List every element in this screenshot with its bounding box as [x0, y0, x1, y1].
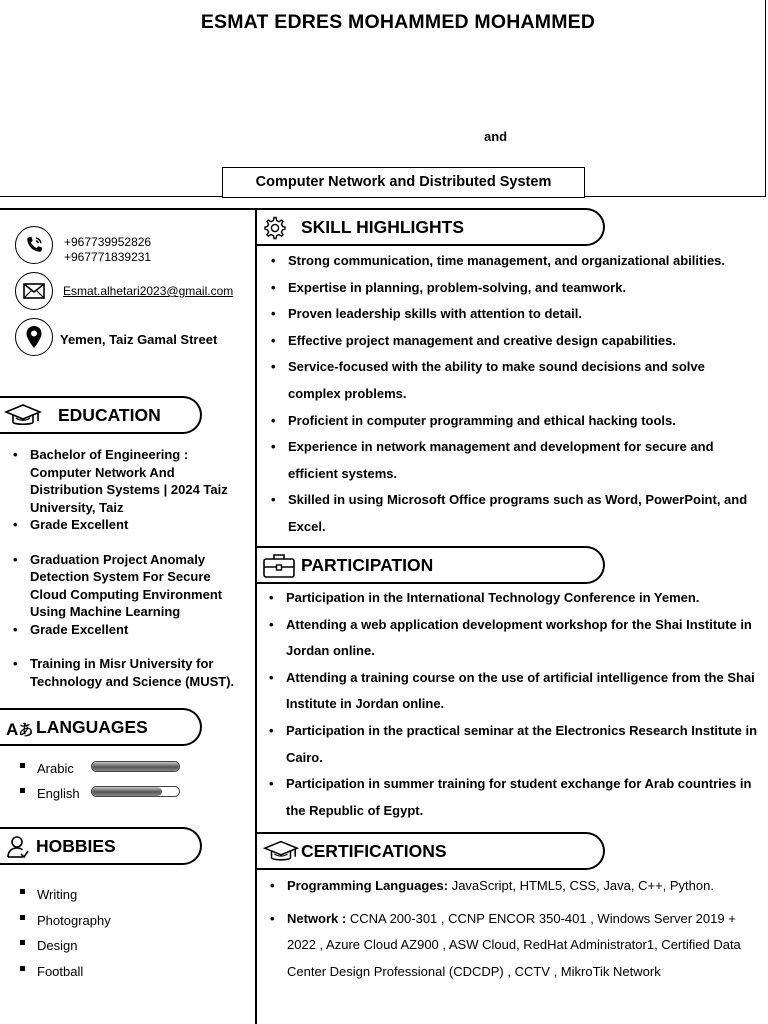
languages-header — [0, 708, 202, 746]
cert-label: Network : — [287, 910, 347, 926]
hobbies-title: HOBBIES — [36, 836, 116, 856]
list-item: • Bachelor of Engineering : Computer Network And Distribution Systems | 2024 Taiz University, Taiz — [30, 446, 245, 516]
languages-title: LANGUAGES — [36, 717, 148, 737]
list-item: • Participation in summer training for student exchange for Arab countries in the Republic of Egypt. — [286, 771, 758, 824]
language-level-fill — [92, 762, 179, 771]
phone-icon — [15, 226, 53, 264]
email-link[interactable]: Esmat.alhetari2023@gmail.com — [63, 284, 234, 298]
languages-list — [37, 756, 80, 806]
phone-numbers — [64, 235, 151, 265]
location-pin-icon — [15, 318, 53, 356]
list-item: • Skilled in using Microsoft Office programs such as Word, PowerPoint, and Excel. — [288, 487, 758, 540]
person-icon — [6, 835, 30, 864]
cert-text: JavaScript, HTML5, CSS, Java, C++, Python. — [448, 878, 714, 893]
cert-label: Programming Languages: — [287, 878, 449, 893]
language-arabic: Arabic — [37, 756, 80, 781]
graduation-cap-icon — [263, 838, 299, 871]
list-item: • Grade Excellent — [30, 516, 245, 534]
list-item: • Participation in the International Technology Conference in Yemen. — [286, 585, 758, 612]
gear-icon — [263, 216, 287, 245]
cert-text: CCNA 200-301 , CCNP ENCOR 350-401 , Windows Server 2019 + 2022 , Azure Cloud AZ900 , ASW Cloud, RedHat Administrator1, Certified Data Center Design Professional (CDCDP) , CCTV , MikroTik Network — [287, 910, 741, 979]
language-level-bar — [91, 761, 180, 772]
certifications-title: CERTIFICATIONS — [301, 841, 447, 861]
list-item: • Experience in network management and development for secure and efficient systems. — [288, 434, 758, 487]
list-item: • Training in Misr University for Technology and Science (MUST). — [30, 655, 245, 690]
graduation-cap-icon — [4, 403, 42, 434]
field-title: Computer Network and Distributed System — [222, 167, 585, 198]
list-item: • Proven leadership skills with attention to detail. — [288, 301, 758, 328]
certifications-header — [257, 832, 605, 870]
list-item: • Participation in the practical seminar at the Electronics Research Institute in Cairo. — [286, 718, 758, 771]
list-item — [287, 873, 747, 900]
phone-1[interactable]: +967739952826 — [64, 235, 152, 249]
list-item: • Strong communication, time management, and organizational abilities. — [288, 248, 758, 275]
language-english: English — [37, 781, 80, 806]
list-item: • Graduation Project Anomaly Detection System For Secure Cloud Computing Environment Using Machine Learning — [30, 551, 245, 621]
list-item: Football — [37, 959, 111, 985]
header-connector: and — [484, 129, 508, 144]
phone-2[interactable]: +967771839231 — [64, 250, 152, 264]
language-level-bar — [91, 786, 180, 797]
list-item: • Proficient in computer programming and ethical hacking tools. — [288, 408, 758, 435]
list-item: Design — [37, 933, 111, 959]
certifications-list — [287, 873, 747, 985]
list-item: • Grade Excellent — [30, 621, 245, 639]
list-item: • Service-focused with the ability to make sound decisions and solve complex problems. — [288, 354, 758, 407]
language-level-fill — [92, 787, 162, 796]
address: Yemen, Taiz Gamal Street — [60, 332, 218, 347]
hobbies-list — [37, 882, 111, 984]
participation-header — [257, 546, 605, 584]
education-title: EDUCATION — [58, 405, 161, 425]
skills-header — [257, 208, 605, 246]
list-item: • Expertise in planning, problem-solving, and teamwork. — [288, 275, 758, 302]
participation-title: PARTICIPATION — [301, 555, 434, 575]
mail-icon — [15, 272, 53, 310]
hobbies-header — [0, 827, 202, 865]
education-list — [30, 446, 245, 690]
list-item: Photography — [37, 908, 111, 934]
list-item — [287, 906, 747, 986]
skills-title: SKILL HIGHLIGHTS — [301, 217, 465, 237]
list-item: • Effective project management and creative design capabilities. — [288, 328, 758, 355]
participation-list — [286, 585, 758, 824]
list-item: • Attending a training course on the use of artificial intelligence from the Shai Institute in Jordan online. — [286, 665, 758, 718]
skills-list — [288, 248, 758, 541]
candidate-name: ESMAT EDRES MOHAMMED MOHAMMED — [200, 11, 596, 33]
list-item: Writing — [37, 882, 111, 908]
education-header — [0, 396, 202, 434]
list-item: • Attending a web application development workshop for the Shai Institute in Jordan online. — [286, 612, 758, 665]
briefcase-icon — [263, 553, 295, 584]
translate-icon: Aあ — [6, 720, 34, 739]
